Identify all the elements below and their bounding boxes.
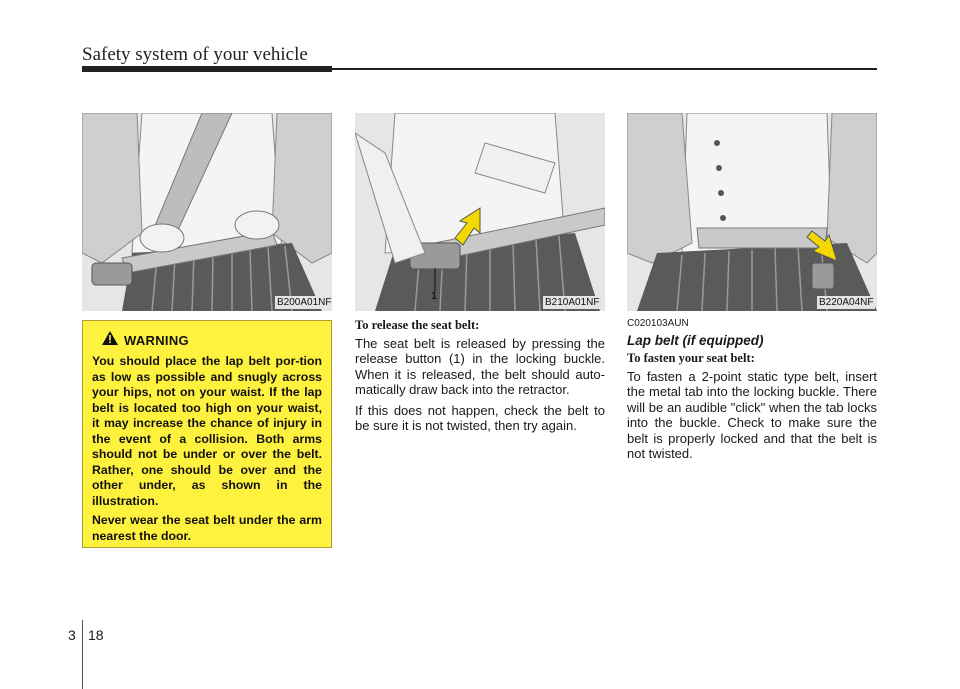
release-section — [355, 318, 605, 438]
figure-code: B200A01NF — [277, 297, 332, 308]
figure-code: B220A04NF — [819, 297, 874, 308]
warning-paragraph: Never wear the seat belt under the arm nearest the door. — [92, 513, 322, 543]
release-heading: To release the seat belt: — [355, 318, 480, 332]
illustration-lap-belt-fasten — [627, 113, 877, 311]
page-number: 18 — [88, 627, 104, 643]
figure-code: B210A01NF — [545, 297, 600, 308]
section-code: C020103AUN — [627, 318, 689, 329]
illustration-lap-belt-position — [82, 113, 332, 311]
figure-callout-1: 1 — [431, 290, 438, 302]
footer-rule — [82, 620, 83, 689]
chapter-number: 3 — [68, 627, 76, 643]
header-tab-bar — [82, 66, 332, 72]
lap-belt-section — [627, 318, 877, 466]
warning-paragraph: You should place the lap belt por-tion as low as possible and snugly across your hips, not on your waist. If the lap belt is located too high on your waist, it may increase the chance of injury in the event of a collision. Both arms should not be under or over the belt. Rather, one should be over and the other under, as shown in the illustration. — [92, 354, 322, 508]
release-paragraph: If this does not happen, check the belt to be sure it is not twisted, then try again. — [355, 402, 605, 434]
fasten-paragraph: To fasten a 2-point static type belt, insert the metal tab into the locking buckle. There will be an audible "click" when the tab locks into the buckle. Check to make sure the belt is properly locked and that the belt is not twisted. — [627, 369, 877, 462]
page-header-title: Safety system of your vehicle — [82, 44, 308, 65]
fasten-heading: To fasten your seat belt: — [627, 351, 755, 365]
illustration-release-belt — [355, 113, 605, 311]
release-paragraph: The seat belt is released by pressing the release button (1) in the locking buckle. When it is released, the belt should auto-matically draw back into the retractor. — [355, 336, 605, 398]
warning-header — [102, 331, 322, 350]
warning-title: WARNING — [124, 333, 189, 348]
section-title: Lap belt (if equipped) — [627, 333, 764, 348]
warning-triangle-icon — [102, 331, 118, 350]
warning-box — [82, 320, 332, 548]
